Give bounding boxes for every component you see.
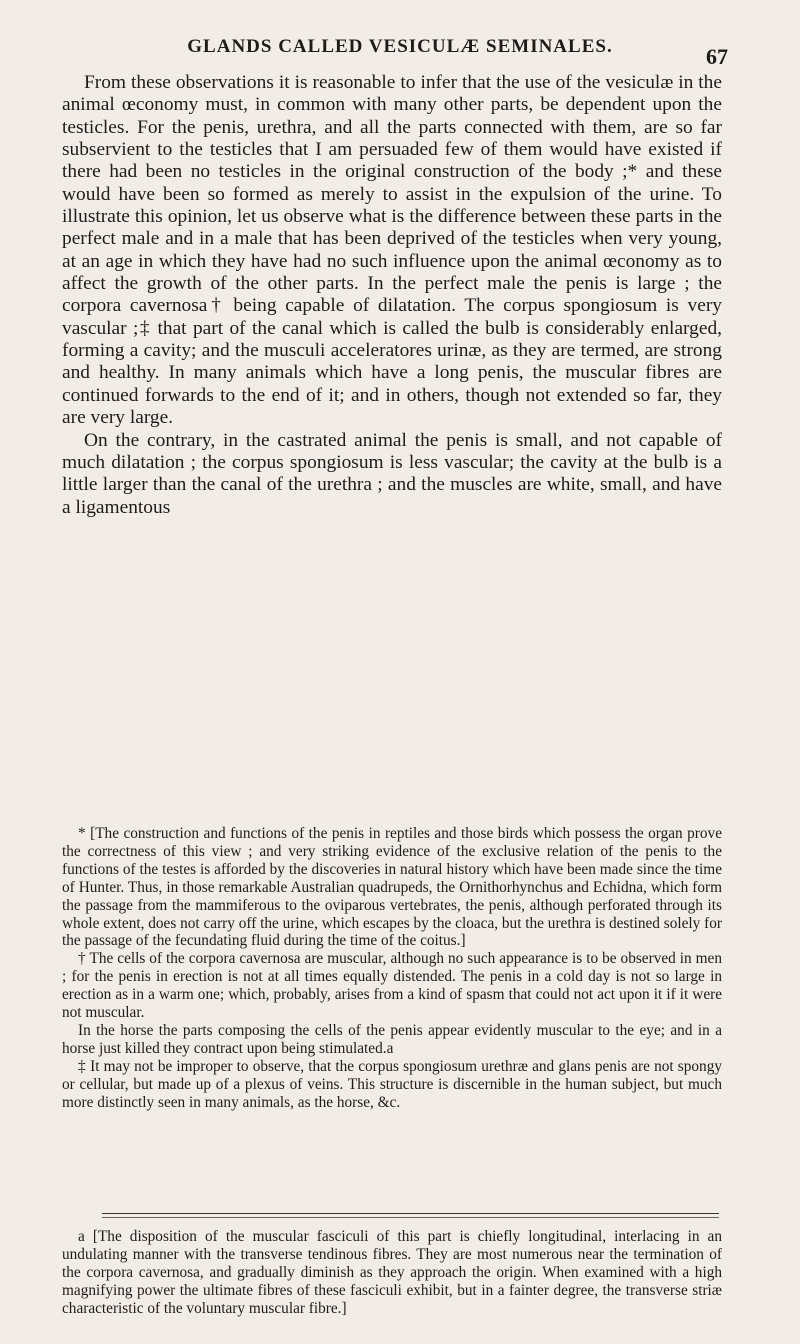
page-number: 67 bbox=[706, 44, 728, 69]
footnote: In the horse the parts composing the cells of the penis appear evidently muscular to the eye; and in a horse just killed they contract upon being stimulated.a bbox=[62, 1021, 722, 1057]
main-text bbox=[62, 72, 722, 519]
footnote-divider bbox=[102, 1213, 719, 1214]
footnote: † The cells of the corpora cavernosa are muscular, although no such appearance is to be observed in men ; for the penis in erection is not at all times equally distended. The penis in a cold day is not so large in erection as in a warm one; which, probably, arises from a kind of spasm that could not act upon it if it were not muscular. bbox=[62, 950, 722, 1022]
editor-note-text: a [The disposition of the muscular fasciculi of this part is chiefly longitudinal, interlacing in an undulating manner with the transverse tendinous fibres. They are most numerous near the termination of the corpora cavernosa, and gradually diminish as they approach the origin. When examined with a high magnifying power the ultimate fibres of these fasciculi exhibit, but in a fainter degree, the transverse striæ characteristic of the voluntary muscular fibre.] bbox=[62, 1228, 722, 1317]
paragraph: From these observations it is reasonable to infer that the use of the vesiculæ in the animal œconomy must, in common with many other parts, be dependent upon the testicles. For the penis, urethra, and all the parts connected with them, are so far subservient to the testicles that I am persuaded few of them would have existed if there had been no testicles in the original construction of the body ;* and these would have been so formed as merely to assist in the expulsion of the urine. To illustrate this opinion, let us observe what is the difference between these parts in the perfect male and in a male that has been deprived of the testicles when very young, at an age in which they have had no such influence upon the animal œconomy as to affect the growth of the other parts. In the perfect male the penis is large ; the corpora cavernosa† being capable of dilatation. The corpus spongiosum is very vascular ;‡ that part of the canal which is called the bulb is considerably enlarged, forming a cavity; and the musculi acceleratores urinæ, as they are termed, are strong and healthy. In many animals which have a long penis, the muscular fibres are continued forwards to the end of it; and in others, though not extended so far, they are very large. bbox=[62, 72, 722, 429]
paragraph: On the contrary, in the castrated animal the penis is small, and not capable of much dilatation ; the corpus spongiosum is less vascular; the cavity at the bulb is a little larger than the canal of the urethra ; and the muscles are white, small, and have a ligamentous bbox=[62, 429, 722, 518]
editor-note bbox=[62, 1228, 722, 1318]
footnote: ‡ It may not be improper to observe, that the corpus spongiosum urethræ and glans penis are not spongy or cellular, but made up of a plexus of veins. This structure is discernible in the human subject, but much more distinctly seen in many animals, as the horse, &c. bbox=[62, 1057, 722, 1111]
footnote-divider-secondary bbox=[102, 1217, 719, 1218]
running-head: GLANDS CALLED VESICULÆ SEMINALES. bbox=[187, 36, 613, 57]
footnotes bbox=[62, 825, 722, 1112]
footnote: * [The construction and functions of the penis in reptiles and those birds which possess the organ prove the correctness of this view ; and very striking evidence of the exclusive relation of the penis to the functions of the testes is afforded by the discoveries in natural history which have been made since the time of Hunter. Thus, in those remarkable Australian quadrupeds, the Ornithorhynchus and Echidna, which form the passage from the mammiferous to the oviparous vertebrates, the penis, although perforated through its whole extent, does not carry off the urine, which escapes by the cloaca, but the urethra is destined solely for the passage of the fecundating fluid during the time of the coitus.] bbox=[62, 825, 722, 950]
